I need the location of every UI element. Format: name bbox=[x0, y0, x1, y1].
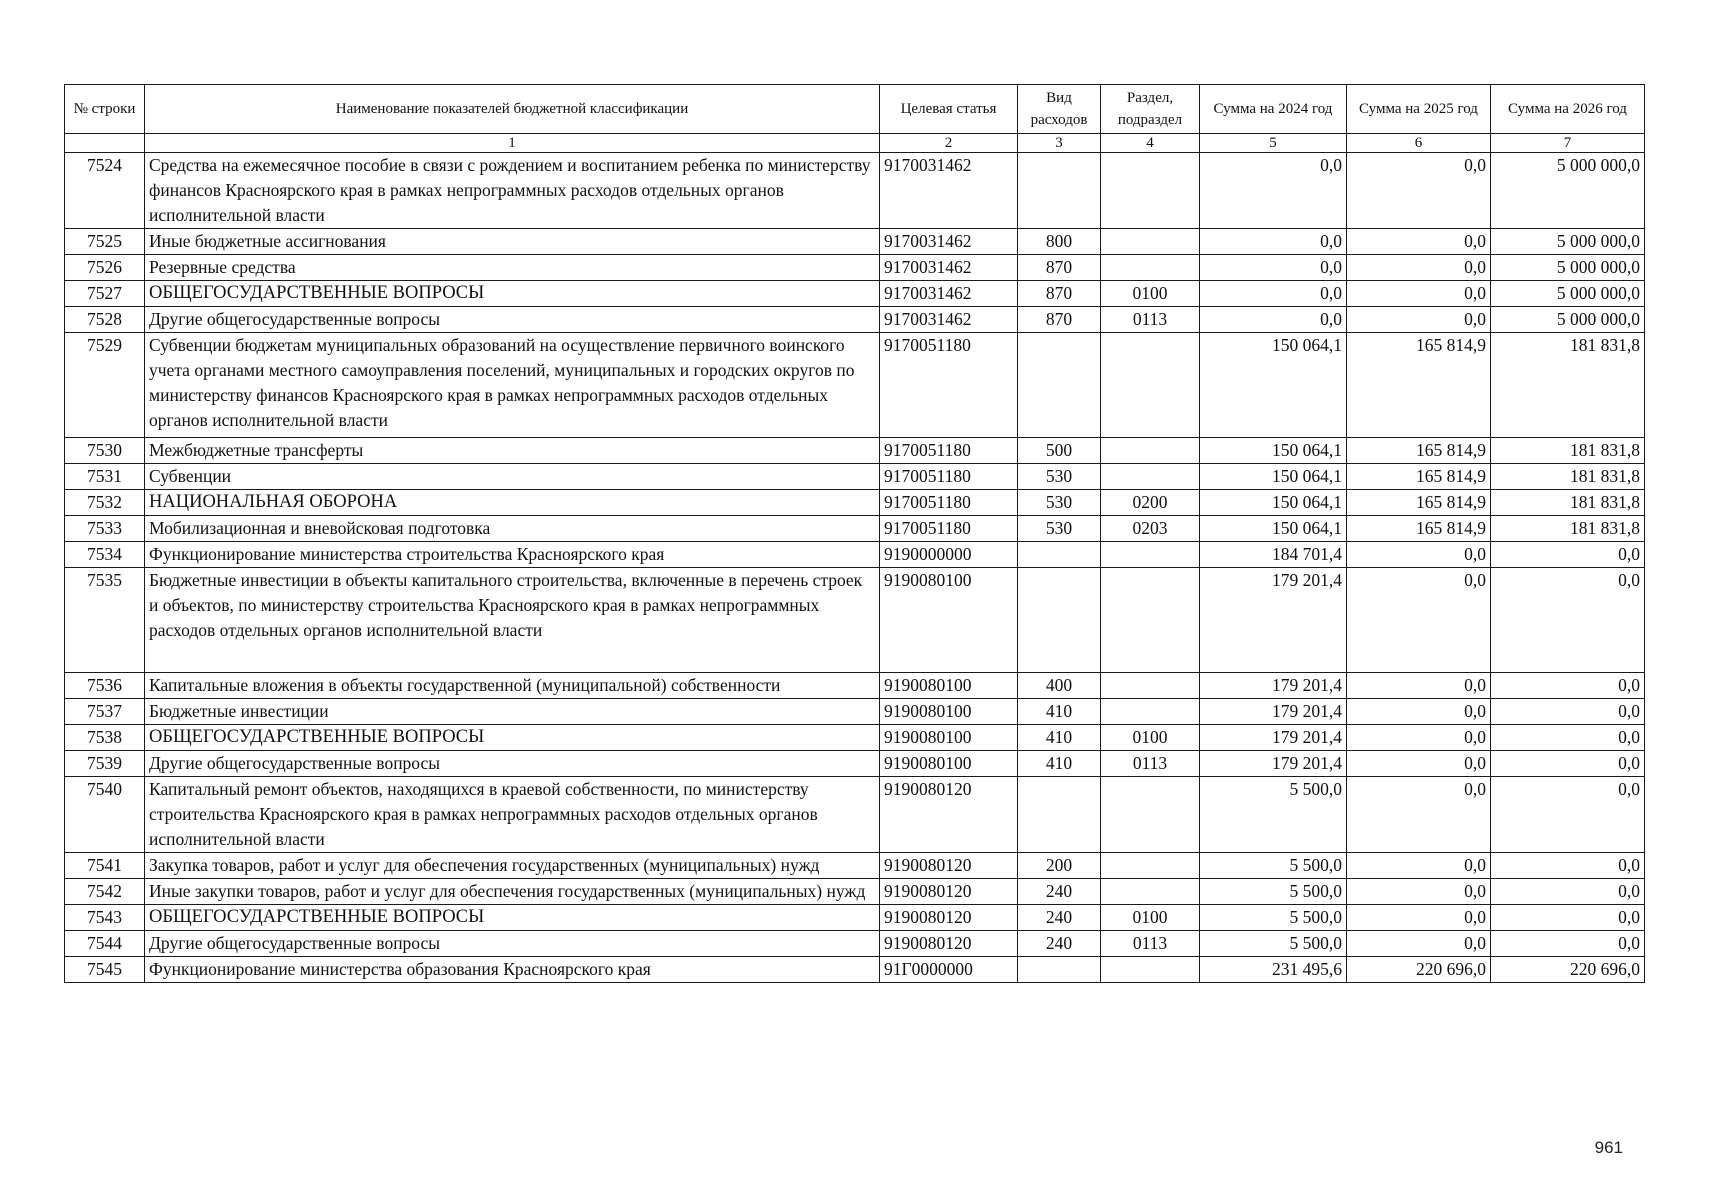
indicator-name-cell: Иные бюджетные ассигнования bbox=[145, 229, 880, 255]
target-article-cell: 9170031462 bbox=[880, 229, 1018, 255]
indicator-name-cell: Капитальные вложения в объекты государственной (муниципальной) собственности bbox=[145, 673, 880, 699]
target-article-cell: 9190080120 bbox=[880, 931, 1018, 957]
expense-kind-cell: 500 bbox=[1018, 438, 1101, 464]
target-article-cell: 9190080100 bbox=[880, 699, 1018, 725]
budget-table bbox=[64, 84, 1645, 983]
table-row bbox=[65, 281, 1645, 307]
expense-kind-cell: 530 bbox=[1018, 464, 1101, 490]
indicator-name-cell: Субвенции bbox=[145, 464, 880, 490]
section-cell: 0203 bbox=[1101, 516, 1200, 542]
header-sum-2025: Сумма на 2025 год bbox=[1347, 85, 1491, 134]
sum-2025-cell: 165 814,9 bbox=[1347, 516, 1491, 542]
target-article-cell: 9170051180 bbox=[880, 464, 1018, 490]
section-cell: 0100 bbox=[1101, 905, 1200, 931]
column-number-row bbox=[65, 134, 1645, 153]
expense-kind-cell bbox=[1018, 777, 1101, 853]
sum-2026-cell: 0,0 bbox=[1491, 568, 1645, 673]
sum-2024-cell: 179 201,4 bbox=[1200, 751, 1347, 777]
indicator-name-cell: Другие общегосударственные вопросы bbox=[145, 751, 880, 777]
sum-2026-cell: 0,0 bbox=[1491, 879, 1645, 905]
sum-2024-cell: 5 500,0 bbox=[1200, 931, 1347, 957]
target-article-cell: 9170051180 bbox=[880, 516, 1018, 542]
indicator-name-cell: Средства на ежемесячное пособие в связи с рождением и воспитанием ребенка по министерству финансов Красноярского края в рамках непрограммных расходов отдельных органов исполнительной власти bbox=[145, 153, 880, 229]
sum-2025-cell: 0,0 bbox=[1347, 307, 1491, 333]
sum-2025-cell: 0,0 bbox=[1347, 751, 1491, 777]
table-row bbox=[65, 333, 1645, 438]
sum-2024-cell: 0,0 bbox=[1200, 281, 1347, 307]
sum-2024-cell: 179 201,4 bbox=[1200, 673, 1347, 699]
expense-kind-cell: 200 bbox=[1018, 853, 1101, 879]
sum-2024-cell: 0,0 bbox=[1200, 153, 1347, 229]
indicator-name-cell: Функционирование министерства образования Красноярского края bbox=[145, 957, 880, 983]
column-number: 6 bbox=[1347, 134, 1491, 153]
section-cell bbox=[1101, 568, 1200, 673]
expense-kind-cell: 870 bbox=[1018, 281, 1101, 307]
sum-2024-cell: 150 064,1 bbox=[1200, 464, 1347, 490]
target-article-cell: 9190080120 bbox=[880, 905, 1018, 931]
sum-2026-cell: 5 000 000,0 bbox=[1491, 281, 1645, 307]
expense-kind-cell: 400 bbox=[1018, 673, 1101, 699]
sum-2025-cell: 165 814,9 bbox=[1347, 490, 1491, 516]
row-number-cell: 7545 bbox=[65, 957, 145, 983]
sum-2025-cell: 165 814,9 bbox=[1347, 333, 1491, 438]
indicator-name-cell: Межбюджетные трансферты bbox=[145, 438, 880, 464]
sum-2024-cell: 179 201,4 bbox=[1200, 699, 1347, 725]
indicator-name-cell: ОБЩЕГОСУДАРСТВЕННЫЕ ВОПРОСЫ bbox=[145, 905, 880, 931]
sum-2026-cell: 0,0 bbox=[1491, 777, 1645, 853]
sum-2026-cell: 5 000 000,0 bbox=[1491, 307, 1645, 333]
sum-2026-cell: 0,0 bbox=[1491, 751, 1645, 777]
sum-2026-cell: 181 831,8 bbox=[1491, 464, 1645, 490]
sum-2026-cell: 5 000 000,0 bbox=[1491, 229, 1645, 255]
row-number-cell: 7525 bbox=[65, 229, 145, 255]
sum-2026-cell: 181 831,8 bbox=[1491, 516, 1645, 542]
section-cell bbox=[1101, 229, 1200, 255]
expense-kind-cell: 240 bbox=[1018, 879, 1101, 905]
column-number: 7 bbox=[1491, 134, 1645, 153]
section-cell: 0100 bbox=[1101, 725, 1200, 751]
row-number-cell: 7532 bbox=[65, 490, 145, 516]
sum-2026-cell: 0,0 bbox=[1491, 673, 1645, 699]
table-row bbox=[65, 464, 1645, 490]
row-number-cell: 7540 bbox=[65, 777, 145, 853]
sum-2024-cell: 150 064,1 bbox=[1200, 438, 1347, 464]
row-number-cell: 7539 bbox=[65, 751, 145, 777]
indicator-name-cell: Капитальный ремонт объектов, находящихся в краевой собственности, по министерству строительства Красноярского края в рамках непрограммных расходов отдельных органов исполнительной власти bbox=[145, 777, 880, 853]
table-row bbox=[65, 777, 1645, 853]
expense-kind-cell bbox=[1018, 957, 1101, 983]
budget-table-body bbox=[65, 153, 1645, 983]
expense-kind-cell: 870 bbox=[1018, 307, 1101, 333]
row-number-cell: 7542 bbox=[65, 879, 145, 905]
expense-kind-cell bbox=[1018, 333, 1101, 438]
indicator-name-cell: Резервные средства bbox=[145, 255, 880, 281]
sum-2024-cell: 5 500,0 bbox=[1200, 879, 1347, 905]
expense-kind-cell: 870 bbox=[1018, 255, 1101, 281]
section-cell bbox=[1101, 957, 1200, 983]
header-sum-2024: Сумма на 2024 год bbox=[1200, 85, 1347, 134]
section-cell bbox=[1101, 255, 1200, 281]
indicator-name-cell: Закупка товаров, работ и услуг для обеспечения государственных (муниципальных) нужд bbox=[145, 853, 880, 879]
table-row bbox=[65, 931, 1645, 957]
indicator-name-cell: ОБЩЕГОСУДАРСТВЕННЫЕ ВОПРОСЫ bbox=[145, 725, 880, 751]
expense-kind-cell: 800 bbox=[1018, 229, 1101, 255]
header-name: Наименование показателей бюджетной классификации bbox=[145, 85, 880, 134]
expense-kind-cell bbox=[1018, 568, 1101, 673]
header-row-no: № строки bbox=[65, 85, 145, 134]
expense-kind-cell: 410 bbox=[1018, 725, 1101, 751]
sum-2024-cell: 231 495,6 bbox=[1200, 957, 1347, 983]
header-target: Целевая статья bbox=[880, 85, 1018, 134]
indicator-name-cell: Субвенции бюджетам муниципальных образований на осуществление первичного воинского учета органами местного самоуправления поселений, муниципальных и городских округов по министерству финансов Красноярского края в рамках непрограммных расходов отдельных органов исполнительной власти bbox=[145, 333, 880, 438]
row-number-cell: 7541 bbox=[65, 853, 145, 879]
indicator-name-cell: Бюджетные инвестиции bbox=[145, 699, 880, 725]
row-number-cell: 7526 bbox=[65, 255, 145, 281]
column-number: 3 bbox=[1018, 134, 1101, 153]
target-article-cell: 9170051180 bbox=[880, 438, 1018, 464]
row-number-cell: 7528 bbox=[65, 307, 145, 333]
indicator-name-cell: Другие общегосударственные вопросы bbox=[145, 931, 880, 957]
table-row bbox=[65, 229, 1645, 255]
section-cell bbox=[1101, 438, 1200, 464]
sum-2025-cell: 0,0 bbox=[1347, 699, 1491, 725]
expense-kind-cell: 530 bbox=[1018, 490, 1101, 516]
table-row bbox=[65, 153, 1645, 229]
row-number-cell: 7544 bbox=[65, 931, 145, 957]
section-cell: 0113 bbox=[1101, 307, 1200, 333]
sum-2024-cell: 0,0 bbox=[1200, 255, 1347, 281]
target-article-cell: 9170031462 bbox=[880, 153, 1018, 229]
target-article-cell: 9170031462 bbox=[880, 255, 1018, 281]
sum-2025-cell: 0,0 bbox=[1347, 853, 1491, 879]
header-row bbox=[65, 85, 1645, 134]
sum-2024-cell: 179 201,4 bbox=[1200, 725, 1347, 751]
column-number: 1 bbox=[145, 134, 880, 153]
sum-2024-cell: 179 201,4 bbox=[1200, 568, 1347, 673]
indicator-name-cell: Бюджетные инвестиции в объекты капитального строительства, включенные в перечень строек и объектов, по министерству строительства Красноярского края в рамках непрограммных расходов отдельных органов исполнительной власти bbox=[145, 568, 880, 673]
section-cell bbox=[1101, 333, 1200, 438]
sum-2025-cell: 0,0 bbox=[1347, 777, 1491, 853]
sum-2025-cell: 165 814,9 bbox=[1347, 438, 1491, 464]
table-row bbox=[65, 568, 1645, 673]
indicator-name-cell: Функционирование министерства строительства Красноярского края bbox=[145, 542, 880, 568]
section-cell bbox=[1101, 853, 1200, 879]
sum-2026-cell: 181 831,8 bbox=[1491, 438, 1645, 464]
section-cell: 0100 bbox=[1101, 281, 1200, 307]
sum-2025-cell: 165 814,9 bbox=[1347, 464, 1491, 490]
target-article-cell: 9170051180 bbox=[880, 333, 1018, 438]
sum-2024-cell: 150 064,1 bbox=[1200, 333, 1347, 438]
row-number-cell: 7529 bbox=[65, 333, 145, 438]
indicator-name-cell: Другие общегосударственные вопросы bbox=[145, 307, 880, 333]
column-number: 5 bbox=[1200, 134, 1347, 153]
row-number-cell: 7527 bbox=[65, 281, 145, 307]
row-number-cell: 7538 bbox=[65, 725, 145, 751]
sum-2025-cell: 0,0 bbox=[1347, 281, 1491, 307]
target-article-cell: 9170051180 bbox=[880, 490, 1018, 516]
table-row bbox=[65, 490, 1645, 516]
row-number-cell: 7531 bbox=[65, 464, 145, 490]
table-row bbox=[65, 673, 1645, 699]
column-number: 2 bbox=[880, 134, 1018, 153]
row-number-cell: 7534 bbox=[65, 542, 145, 568]
indicator-name-cell: НАЦИОНАЛЬНАЯ ОБОРОНА bbox=[145, 490, 880, 516]
sum-2024-cell: 184 701,4 bbox=[1200, 542, 1347, 568]
target-article-cell: 91Г0000000 bbox=[880, 957, 1018, 983]
table-row bbox=[65, 542, 1645, 568]
sum-2024-cell: 5 500,0 bbox=[1200, 905, 1347, 931]
expense-kind-cell: 240 bbox=[1018, 905, 1101, 931]
header-kind: Вид расходов bbox=[1018, 85, 1101, 134]
sum-2026-cell: 5 000 000,0 bbox=[1491, 255, 1645, 281]
target-article-cell: 9170031462 bbox=[880, 281, 1018, 307]
sum-2024-cell: 150 064,1 bbox=[1200, 516, 1347, 542]
table-row bbox=[65, 699, 1645, 725]
section-cell: 0113 bbox=[1101, 931, 1200, 957]
expense-kind-cell bbox=[1018, 153, 1101, 229]
table-row bbox=[65, 853, 1645, 879]
row-number-cell: 7536 bbox=[65, 673, 145, 699]
sum-2026-cell: 0,0 bbox=[1491, 905, 1645, 931]
sum-2024-cell: 5 500,0 bbox=[1200, 853, 1347, 879]
table-row bbox=[65, 516, 1645, 542]
row-number-cell: 7543 bbox=[65, 905, 145, 931]
target-article-cell: 9190080120 bbox=[880, 879, 1018, 905]
section-cell bbox=[1101, 464, 1200, 490]
sum-2025-cell: 0,0 bbox=[1347, 568, 1491, 673]
sum-2026-cell: 220 696,0 bbox=[1491, 957, 1645, 983]
table-row bbox=[65, 438, 1645, 464]
sum-2026-cell: 0,0 bbox=[1491, 931, 1645, 957]
sum-2025-cell: 0,0 bbox=[1347, 931, 1491, 957]
page-number: 961 bbox=[1594, 1138, 1623, 1157]
sum-2025-cell: 220 696,0 bbox=[1347, 957, 1491, 983]
sum-2026-cell: 0,0 bbox=[1491, 542, 1645, 568]
sum-2026-cell: 0,0 bbox=[1491, 725, 1645, 751]
sum-2026-cell: 0,0 bbox=[1491, 699, 1645, 725]
sum-2024-cell: 150 064,1 bbox=[1200, 490, 1347, 516]
table-row bbox=[65, 255, 1645, 281]
section-cell bbox=[1101, 542, 1200, 568]
target-article-cell: 9190080100 bbox=[880, 751, 1018, 777]
expense-kind-cell: 240 bbox=[1018, 931, 1101, 957]
budget-sheet bbox=[64, 84, 1644, 983]
sum-2026-cell: 5 000 000,0 bbox=[1491, 153, 1645, 229]
target-article-cell: 9190000000 bbox=[880, 542, 1018, 568]
table-row bbox=[65, 957, 1645, 983]
section-cell bbox=[1101, 777, 1200, 853]
row-number-cell: 7535 bbox=[65, 568, 145, 673]
row-number-cell: 7524 bbox=[65, 153, 145, 229]
header-section: Раздел, подраздел bbox=[1101, 85, 1200, 134]
sum-2025-cell: 0,0 bbox=[1347, 542, 1491, 568]
sum-2026-cell: 0,0 bbox=[1491, 853, 1645, 879]
sum-2025-cell: 0,0 bbox=[1347, 673, 1491, 699]
section-cell bbox=[1101, 879, 1200, 905]
expense-kind-cell: 530 bbox=[1018, 516, 1101, 542]
row-number-cell: 7530 bbox=[65, 438, 145, 464]
row-number-cell: 7533 bbox=[65, 516, 145, 542]
indicator-name-cell: Мобилизационная и вневойсковая подготовка bbox=[145, 516, 880, 542]
column-number bbox=[65, 134, 145, 153]
sum-2025-cell: 0,0 bbox=[1347, 229, 1491, 255]
target-article-cell: 9190080100 bbox=[880, 673, 1018, 699]
section-cell bbox=[1101, 673, 1200, 699]
table-row bbox=[65, 751, 1645, 777]
sum-2025-cell: 0,0 bbox=[1347, 879, 1491, 905]
sum-2026-cell: 181 831,8 bbox=[1491, 490, 1645, 516]
target-article-cell: 9170031462 bbox=[880, 307, 1018, 333]
table-row bbox=[65, 725, 1645, 751]
sum-2026-cell: 181 831,8 bbox=[1491, 333, 1645, 438]
expense-kind-cell bbox=[1018, 542, 1101, 568]
table-row bbox=[65, 879, 1645, 905]
target-article-cell: 9190080120 bbox=[880, 853, 1018, 879]
expense-kind-cell: 410 bbox=[1018, 751, 1101, 777]
header-sum-2026: Сумма на 2026 год bbox=[1491, 85, 1645, 134]
target-article-cell: 9190080120 bbox=[880, 777, 1018, 853]
sum-2024-cell: 0,0 bbox=[1200, 307, 1347, 333]
table-row bbox=[65, 905, 1645, 931]
section-cell bbox=[1101, 699, 1200, 725]
section-cell bbox=[1101, 153, 1200, 229]
target-article-cell: 9190080100 bbox=[880, 725, 1018, 751]
sum-2025-cell: 0,0 bbox=[1347, 255, 1491, 281]
sum-2025-cell: 0,0 bbox=[1347, 725, 1491, 751]
expense-kind-cell: 410 bbox=[1018, 699, 1101, 725]
sum-2024-cell: 0,0 bbox=[1200, 229, 1347, 255]
sum-2024-cell: 5 500,0 bbox=[1200, 777, 1347, 853]
section-cell: 0200 bbox=[1101, 490, 1200, 516]
table-row bbox=[65, 307, 1645, 333]
row-number-cell: 7537 bbox=[65, 699, 145, 725]
sum-2025-cell: 0,0 bbox=[1347, 153, 1491, 229]
section-cell: 0113 bbox=[1101, 751, 1200, 777]
indicator-name-cell: ОБЩЕГОСУДАРСТВЕННЫЕ ВОПРОСЫ bbox=[145, 281, 880, 307]
indicator-name-cell: Иные закупки товаров, работ и услуг для обеспечения государственных (муниципальных) нужд bbox=[145, 879, 880, 905]
column-number: 4 bbox=[1101, 134, 1200, 153]
sum-2025-cell: 0,0 bbox=[1347, 905, 1491, 931]
target-article-cell: 9190080100 bbox=[880, 568, 1018, 673]
